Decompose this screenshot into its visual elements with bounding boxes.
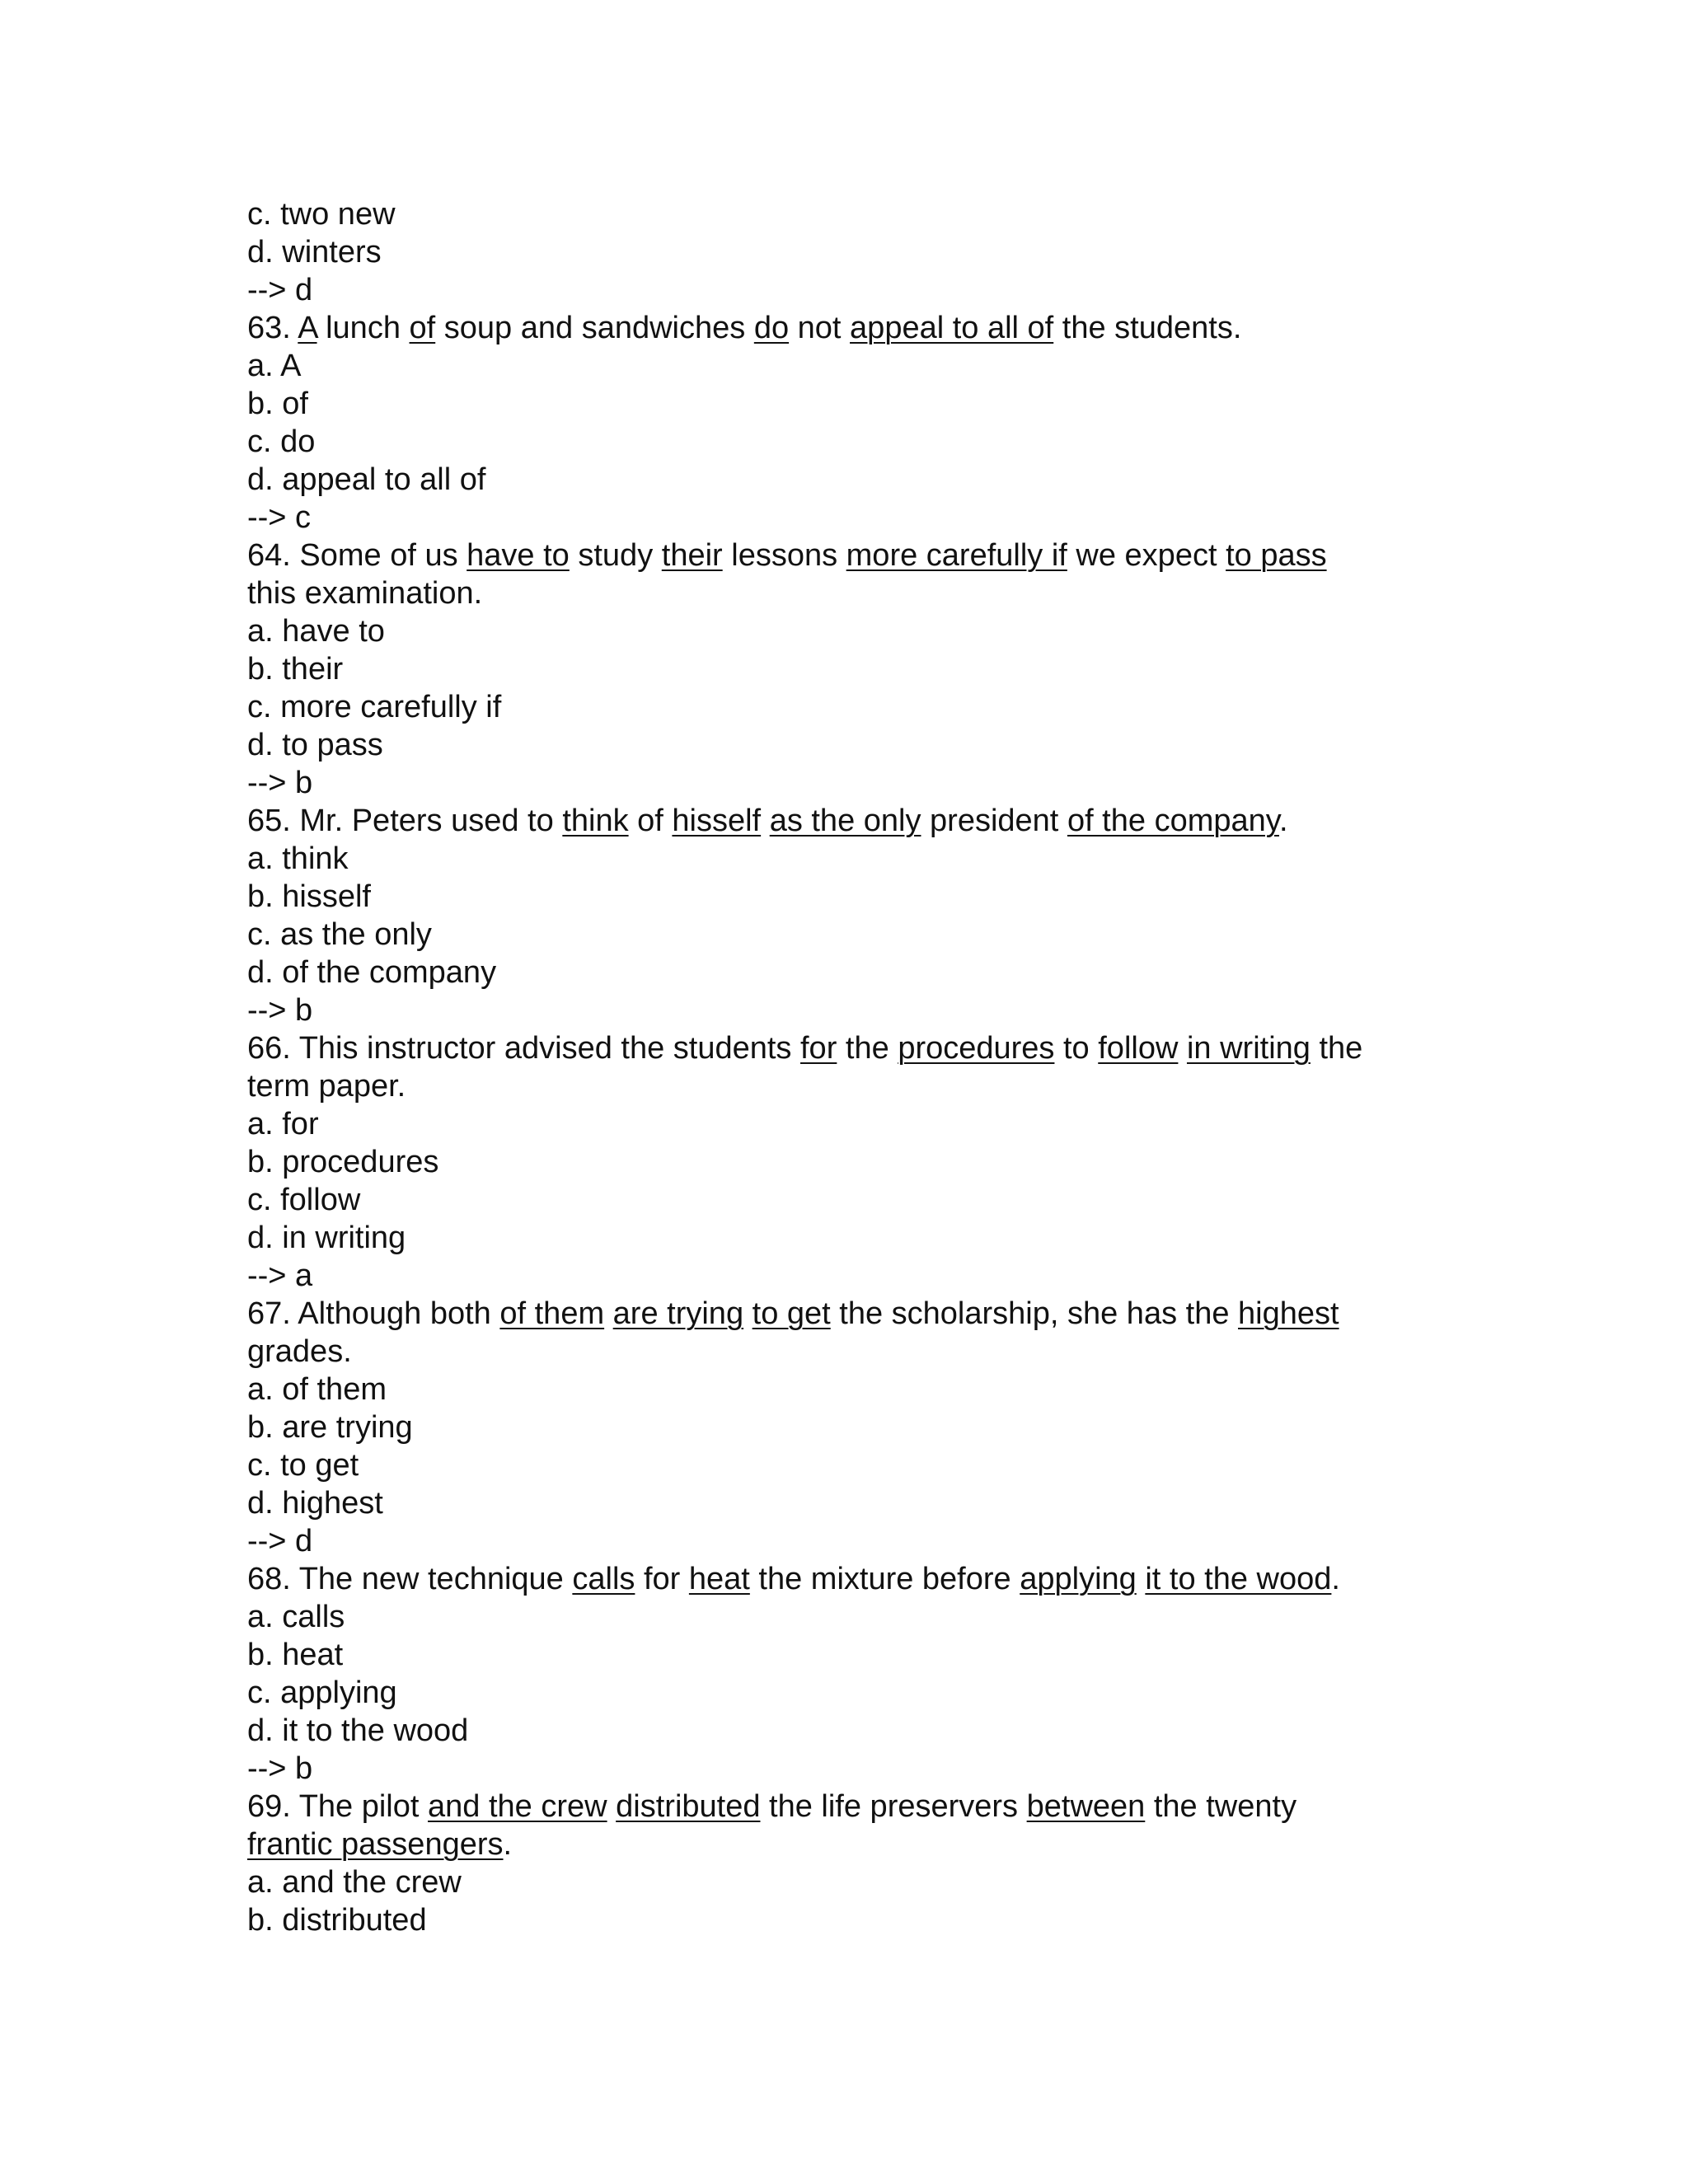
text-segment: the life preservers (760, 1789, 1027, 1824)
text-segment: to (1054, 1031, 1099, 1066)
text-line (247, 726, 1451, 764)
text-segment: . (1278, 804, 1288, 838)
text-segment: --> a (247, 1258, 313, 1293)
text-line (247, 1484, 1451, 1522)
text-line (247, 233, 1451, 271)
text-line (247, 764, 1451, 802)
text-segment (1178, 1031, 1187, 1066)
text-line (247, 461, 1451, 499)
text-line (247, 1788, 1451, 1825)
text-segment: d. to pass (247, 728, 383, 762)
underlined-phrase: in writing (1186, 1031, 1311, 1066)
text-segment: the scholarship, she has the (830, 1296, 1239, 1331)
text-segment: 67. Although both (247, 1296, 500, 1331)
text-line (247, 385, 1451, 423)
text-line (247, 423, 1451, 461)
underlined-phrase: follow (1098, 1031, 1179, 1066)
text-line (247, 271, 1451, 309)
text-segment: a. think (247, 841, 349, 876)
text-line (247, 878, 1451, 916)
underlined-phrase: have to (467, 538, 570, 573)
text-segment: c. more carefully if (247, 690, 502, 724)
text-line (247, 612, 1451, 650)
text-line (247, 1257, 1451, 1295)
underlined-phrase: are trying (612, 1296, 744, 1331)
text-line (247, 1446, 1451, 1484)
text-segment: . (1331, 1562, 1340, 1596)
text-segment: c. to get (247, 1448, 359, 1483)
text-segment: a. have to (247, 614, 385, 649)
text-segment: 64. Some of us (247, 538, 467, 573)
underlined-phrase: distributed (616, 1789, 761, 1824)
text-line (247, 1598, 1451, 1636)
text-line (247, 499, 1451, 537)
underlined-phrase: of them (499, 1296, 605, 1331)
text-segment: 66. This instructor advised the students (247, 1031, 800, 1066)
text-segment: c. two new (247, 197, 396, 232)
text-segment: d. appeal to all of (247, 462, 486, 497)
text-segment: 69. The pilot (247, 1789, 429, 1824)
text-line (247, 1219, 1451, 1257)
text-segment: --> b (247, 766, 313, 800)
text-line (247, 1143, 1451, 1181)
text-line (247, 954, 1451, 991)
text-segment (743, 1296, 753, 1331)
text-segment: --> c (247, 500, 312, 535)
underlined-phrase: of the company (1067, 804, 1279, 838)
text-segment: --> d (247, 273, 313, 307)
underlined-phrase: applying (1020, 1562, 1137, 1596)
text-segment (1137, 1562, 1146, 1596)
text-line (247, 840, 1451, 878)
text-segment: d. highest (247, 1486, 383, 1521)
text-segment: of (628, 804, 673, 838)
text-segment: grades. (247, 1334, 352, 1369)
text-segment: study (569, 538, 662, 573)
text-segment: soup and sandwiches (435, 311, 754, 345)
text-segment: --> b (247, 993, 313, 1028)
text-line (247, 1750, 1451, 1788)
text-segment: b. procedures (247, 1145, 439, 1179)
underlined-phrase: A (298, 311, 317, 345)
text-segment: b. heat (247, 1638, 344, 1672)
text-line (247, 1863, 1451, 1901)
text-line (247, 1901, 1451, 1939)
underlined-phrase: appeal to all of (850, 311, 1054, 345)
text-line (247, 1674, 1451, 1712)
text-line (247, 650, 1451, 688)
text-segment: c. as the only (247, 917, 432, 952)
text-segment: not (789, 311, 851, 345)
text-segment: lessons (722, 538, 846, 573)
underlined-phrase: procedures (898, 1031, 1055, 1066)
underlined-phrase: more carefully if (846, 538, 1067, 573)
underlined-phrase: frantic passengers (247, 1827, 504, 1862)
text-line (247, 1560, 1451, 1598)
underlined-phrase: do (753, 311, 790, 345)
text-segment: for (635, 1562, 689, 1596)
text-line (247, 1029, 1451, 1067)
text-segment (607, 1789, 617, 1824)
text-line (247, 1181, 1451, 1219)
text-segment: the (1310, 1031, 1363, 1066)
text-segment (761, 804, 770, 838)
text-line (247, 1825, 1451, 1863)
text-segment: a. calls (247, 1600, 345, 1634)
underlined-phrase: highest (1238, 1296, 1339, 1331)
text-segment: c. follow (247, 1183, 361, 1217)
text-segment: 68. The new technique (247, 1562, 573, 1596)
text-segment: we expect (1067, 538, 1226, 573)
text-line (247, 916, 1451, 954)
text-segment: d. of the company (247, 955, 497, 990)
underlined-phrase: think (562, 804, 629, 838)
text-line (247, 1636, 1451, 1674)
text-line (247, 309, 1451, 347)
text-segment: a. of them (247, 1372, 387, 1407)
underlined-phrase: their (661, 538, 723, 573)
text-segment: 63. (247, 311, 298, 345)
text-segment: the mixture before (749, 1562, 1020, 1596)
text-line (247, 1522, 1451, 1560)
text-segment: the (837, 1031, 898, 1066)
text-segment: lunch (316, 311, 410, 345)
underlined-phrase: calls (572, 1562, 635, 1596)
text-segment: . (503, 1827, 513, 1862)
text-segment: the twenty (1145, 1789, 1297, 1824)
text-segment: president (921, 804, 1067, 838)
text-line (247, 1712, 1451, 1750)
text-line (247, 1333, 1451, 1371)
text-line (247, 1408, 1451, 1446)
text-segment: b. hisself (247, 879, 371, 914)
text-segment: b. of (247, 387, 308, 421)
text-segment: 65. Mr. Peters used to (247, 804, 563, 838)
document-body (247, 195, 1451, 1939)
underlined-phrase: for (800, 1031, 837, 1066)
text-segment: this examination. (247, 576, 483, 611)
text-segment: d. winters (247, 235, 382, 269)
underlined-phrase: as the only (769, 804, 921, 838)
text-line (247, 195, 1451, 233)
underlined-phrase: and the crew (428, 1789, 607, 1824)
text-segment: c. applying (247, 1675, 397, 1710)
text-segment: b. their (247, 652, 344, 687)
text-line (247, 991, 1451, 1029)
underlined-phrase: of (409, 311, 436, 345)
text-line (247, 347, 1451, 385)
underlined-phrase: to pass (1226, 538, 1327, 573)
text-segment: d. in writing (247, 1221, 406, 1255)
underlined-phrase: hisself (672, 804, 762, 838)
text-segment: a. A (247, 349, 302, 383)
text-segment: term paper. (247, 1069, 406, 1104)
text-segment (604, 1296, 613, 1331)
text-line (247, 688, 1451, 726)
text-segment: b. distributed (247, 1903, 427, 1938)
text-segment: d. it to the wood (247, 1713, 469, 1748)
underlined-phrase: between (1026, 1789, 1146, 1824)
text-line (247, 1295, 1451, 1333)
text-segment: a. for (247, 1107, 319, 1141)
text-line (247, 1067, 1451, 1105)
text-segment: a. and the crew (247, 1865, 462, 1900)
text-segment: --> d (247, 1524, 313, 1558)
text-segment: c. do (247, 424, 316, 459)
text-line (247, 537, 1451, 574)
text-line (247, 802, 1451, 840)
underlined-phrase: it to the wood (1145, 1562, 1332, 1596)
underlined-phrase: heat (688, 1562, 750, 1596)
text-line (247, 1105, 1451, 1143)
text-segment: --> b (247, 1751, 313, 1786)
text-line (247, 574, 1451, 612)
text-segment: the students. (1053, 311, 1242, 345)
text-segment: b. are trying (247, 1410, 413, 1445)
underlined-phrase: to get (752, 1296, 831, 1331)
text-line (247, 1371, 1451, 1408)
